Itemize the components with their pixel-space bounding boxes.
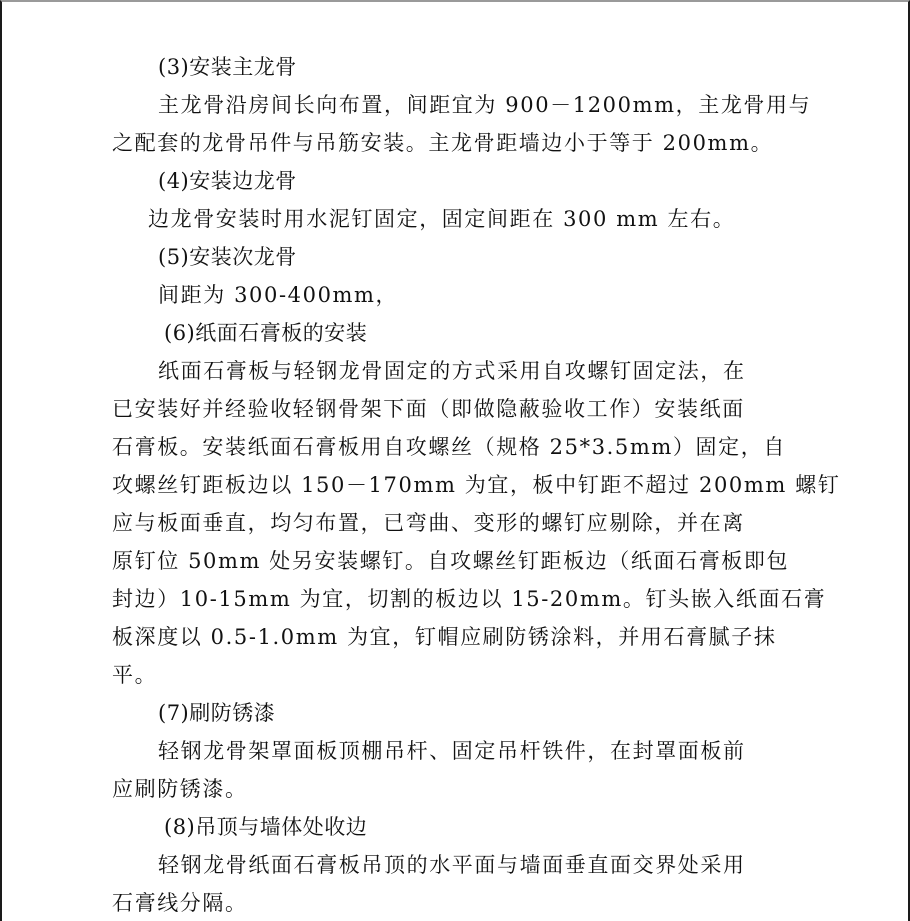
paragraph-line: 已安装好并经验收轻钢骨架下面（即做隐蔽验收工作）安装纸面 [112, 397, 745, 421]
paragraph-line: 应与板面垂直，均匀布置，已弯曲、变形的螺钉应剔除，并在离 [112, 511, 745, 535]
paragraph-line: 之配套的龙骨吊件与吊筋安装。主龙骨距墙边小于等于 200mm。 [112, 131, 774, 155]
paragraph-line: 边龙骨安装时用水泥钉固定，固定间距在 300 mm 左右。 [148, 207, 736, 231]
section-heading-5: (5)安装次龙骨 [158, 245, 297, 269]
paragraph-line: 原钉位 50mm 处另安装螺钉。自攻螺丝钉距板边（纸面石膏板即包 [112, 549, 790, 573]
paragraph-line: 石膏板。安装纸面石膏板用自攻螺丝（规格 25*3.5mm）固定，自 [112, 435, 786, 459]
paragraph-line: 平。 [112, 663, 158, 687]
paragraph-line: 应刷防锈漆。 [112, 777, 248, 801]
paragraph-line: 轻钢龙骨纸面石膏板吊顶的水平面与墙面垂直面交界处采用 [158, 853, 746, 877]
section-heading-4: (4)安装边龙骨 [158, 169, 297, 193]
paragraph-line: 纸面石膏板与轻钢龙骨固定的方式采用自攻螺钉固定法，在 [158, 359, 746, 383]
paragraph-line: 攻螺丝钉距板边以 150－170mm 为宜，板中钉距不超过 200mm 螺钉 [112, 473, 841, 497]
paragraph-line: 封边）10-15mm 为宜，切割的板边以 15-20mm。钉头嵌入纸面石膏 [112, 587, 827, 611]
section-heading-6: (6)纸面石膏板的安装 [164, 321, 368, 345]
paragraph-line: 石膏线分隔。 [112, 891, 248, 915]
paragraph-line: 间距为 300-400mm， [158, 283, 399, 307]
section-heading-8: (8)吊顶与墙体处收边 [164, 815, 368, 839]
section-heading-3: (3)安装主龙骨 [158, 55, 297, 79]
paragraph-line: 板深度以 0.5-1.0mm 为宜，钉帽应刷防锈涂料，并用石膏腻子抹 [112, 625, 777, 649]
paragraph-line: 轻钢龙骨架罩面板顶棚吊杆、固定吊杆铁件，在封罩面板前 [158, 739, 746, 763]
section-heading-7: (7)刷防锈漆 [158, 701, 276, 725]
paragraph-line: 主龙骨沿房间长向布置，间距宜为 900－1200mm，主龙骨用与 [158, 93, 812, 117]
